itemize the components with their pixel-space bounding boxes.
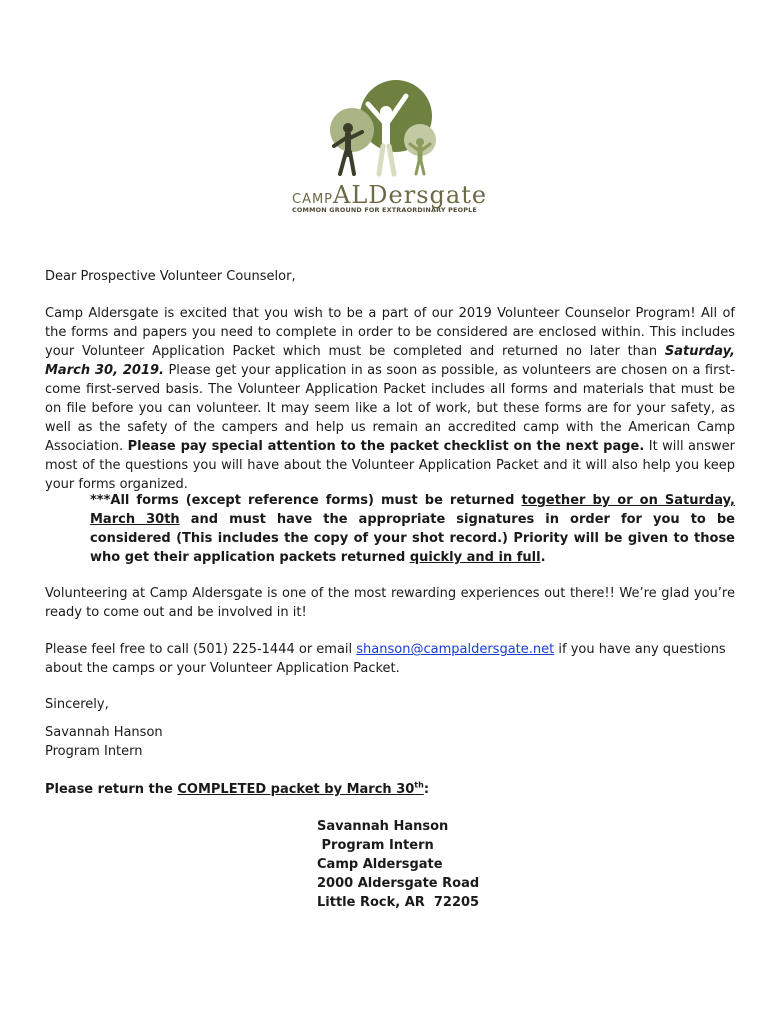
signature-block [45,723,735,761]
mailing-address [317,817,479,912]
return-instruction [45,780,735,799]
deadline-text: Saturday, March 30, 2019. [45,344,735,378]
checklist-note: Please pay special attention to the packet checklist on the next page. [127,439,645,454]
notice-priority: quickly and in full [409,550,541,565]
return-colon: : [423,782,430,797]
email-link[interactable]: shanson@campaldersgate.net [356,642,555,657]
address-name: Savannah Hanson [317,819,449,834]
intro-text-c: It will answer most of the questions you will have about the Volunteer Application Packet and it will also help you keep your forms organized. [45,439,735,492]
salutation: Dear Prospective Volunteer Counselor, [45,269,296,284]
notice-end: . [540,550,546,565]
intro-paragraph [45,304,735,494]
logo-figures-icon [324,78,444,178]
address-city: Little Rock, AR 72205 [317,895,480,910]
contact-paragraph [45,640,735,678]
rewarding-paragraph: Volunteering at Camp Aldersgate is one of the most rewarding experiences out there!! We’re glad you’re ready to come out and be involved in it! [45,586,735,620]
return-deadline-text: COMPLETED packet by March 30 [177,782,415,797]
return-deadline [177,782,423,797]
notice-text-a: ***All forms (except reference forms) must be returned [90,493,522,508]
logo-wordmark [292,181,487,209]
camp-aldersgate-logo [286,78,496,218]
notice-paragraph [90,491,735,567]
intro-text-b: Please get your application in as soon as possible, as volunteers are chosen on a first-come first-served basis. The Volunteer Application Packet includes all forms and materials that must be on file before you can volunteer. It may seem like a lot of work, but these forms are for your safety, as well as the safety of the campers and help us remain an accredited camp with the American Camp Association. [45,363,735,454]
signer-title: Program Intern [45,744,143,759]
notice-text-b: and must have the appropriate signatures in order for you to be considered (This includes the copy of your shot record.) Priority will be given to those who get their application packets returned [90,512,735,565]
address-org: Camp Aldersgate [317,857,443,872]
intro-text-a: Camp Aldersgate is excited that you wish to be a part of our 2019 Volunteer Counselor Program! All of the forms and papers you need to complete in order to be considered are enclosed within. This includes your Volunteer Application Packet which must be completed and returned no later than [45,306,735,359]
address-title: Program Intern [317,838,434,853]
return-text-a: Please return the [45,782,178,797]
signer-name: Savannah Hanson [45,725,163,740]
closing: Sincerely, [45,697,109,712]
return-deadline-sup: th [414,780,424,790]
logo-camp-text: CAMP [292,192,334,207]
contact-text-b: if you have any questions about the camps or your Volunteer Application Packet. [45,642,726,676]
contact-text-a: Please feel free to call (501) 225-1444 or email [45,642,357,657]
logo-tagline: COMMON GROUND FOR EXTRAORDINARY PEOPLE [292,206,477,214]
address-street: 2000 Aldersgate Road [317,876,480,891]
notice-deadline: together by or on Saturday, March 30th [90,493,735,527]
logo-name-text: ALDersgate [333,181,488,209]
